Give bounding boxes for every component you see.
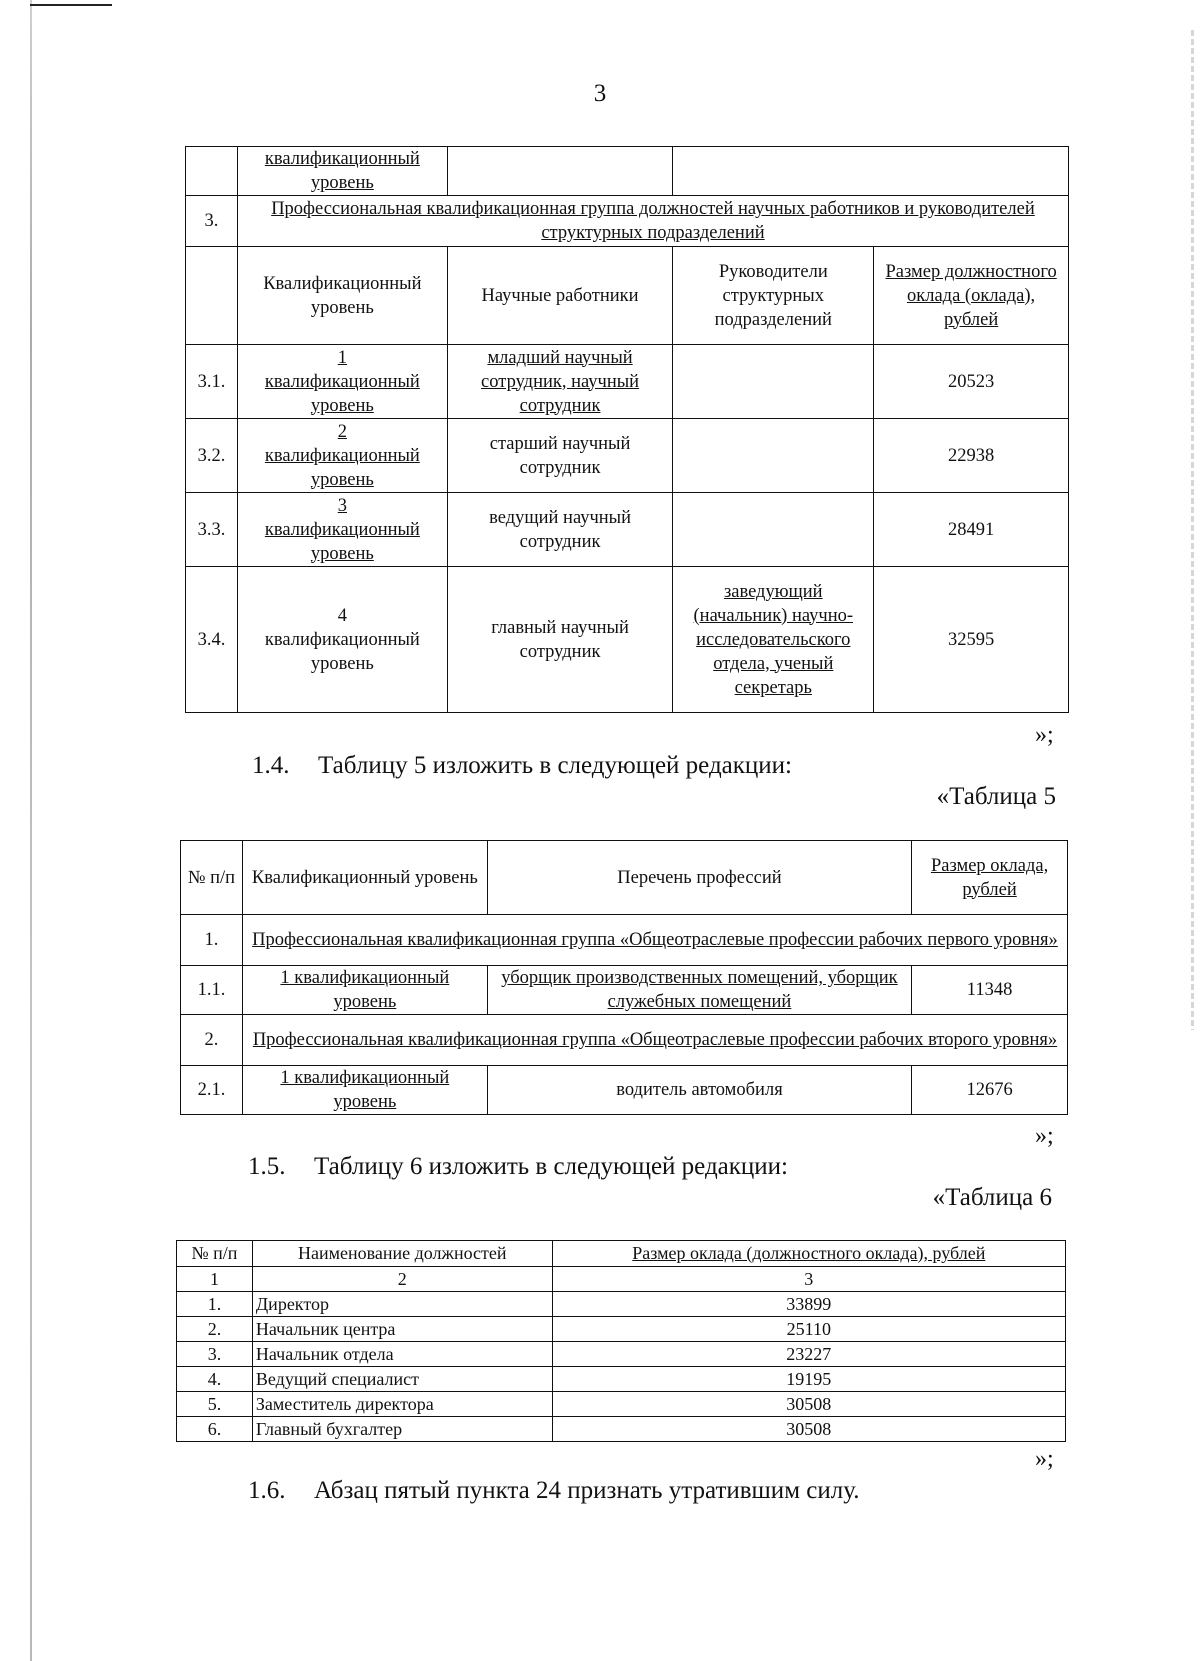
header-salary: Размер оклада, рублей (912, 841, 1068, 915)
group-row (181, 1015, 1068, 1066)
table-row (177, 1392, 1066, 1417)
cell-level: квалификационный уровень (237, 147, 447, 196)
cell-heads (673, 345, 874, 419)
cell-science: главный научный сотрудник (447, 567, 673, 713)
cell-name: Директор (252, 1292, 552, 1317)
cell-professions: уборщик производственных помещений, уборщик служебных помещений (487, 966, 911, 1015)
cell-salary: 28491 (874, 493, 1069, 567)
cell-professions: водитель автомобиля (487, 1066, 911, 1115)
cell-salary: 23227 (552, 1342, 1065, 1367)
cell-science: младший научный сотрудник, научный сотрудник (447, 345, 673, 419)
cell-heads: заведующий (начальник) научно-исследовательского отдела, ученый секретарь (673, 567, 874, 713)
row-number: 6. (177, 1417, 253, 1442)
item-number: 1.6. (248, 1477, 286, 1504)
item-text: Абзац пятый пункта 24 признать утратившим силу. (314, 1477, 860, 1504)
item-number: 1.4. (252, 752, 290, 779)
header-row (186, 247, 1069, 345)
table-row (181, 1066, 1068, 1115)
table-4-closing: »; (1035, 722, 1054, 748)
item-1-4 (252, 751, 792, 781)
index-cell: 1 (177, 1267, 253, 1292)
header-level: Квалификационный уровень (242, 841, 487, 915)
table-row (177, 1367, 1066, 1392)
table-4-continuation (185, 146, 1069, 713)
table-row (181, 966, 1068, 1015)
header-number: № п/п (177, 1241, 253, 1267)
index-row (177, 1267, 1066, 1292)
table-6-caption: «Таблица 6 (932, 1184, 1052, 1211)
table-row (186, 147, 1069, 196)
table-6-closing: »; (1035, 1446, 1054, 1472)
table-5-caption: «Таблица 5 (936, 783, 1056, 810)
cell-salary: 12676 (912, 1066, 1068, 1115)
row-number: 3.3. (186, 493, 238, 567)
cell-science: ведущий научный сотрудник (447, 493, 673, 567)
cell-level: 1 квалификационный уровень (242, 1066, 487, 1115)
row-number: 3.1. (186, 345, 238, 419)
scan-edge-top (30, 4, 112, 6)
table-5 (180, 840, 1068, 1115)
header-level: Квалификационный уровень (237, 247, 447, 345)
cell-salary: 32595 (874, 567, 1069, 713)
group-row (186, 196, 1069, 247)
row-number: 5. (177, 1392, 253, 1417)
row-number: 2. (177, 1317, 253, 1342)
item-1-5 (248, 1152, 788, 1182)
cell-name: Ведущий специалист (252, 1367, 552, 1392)
cell-heads (673, 419, 874, 493)
header-name: Наименование должностей (252, 1241, 552, 1267)
item-text: Таблицу 6 изложить в следующей редакции: (314, 1153, 788, 1180)
index-cell: 2 (252, 1267, 552, 1292)
cell-name: Главный бухгалтер (252, 1417, 552, 1442)
index-cell: 3 (552, 1267, 1065, 1292)
page-number: 3 (593, 80, 607, 107)
item-1-6 (248, 1476, 859, 1506)
item-text: Таблицу 5 изложить в следующей редакции: (318, 752, 792, 779)
header-professions: Перечень профессий (487, 841, 911, 915)
cell-salary: 25110 (552, 1317, 1065, 1342)
table-row (177, 1292, 1066, 1317)
table-row (177, 1417, 1066, 1442)
cell-level: 2 квалификационный уровень (237, 419, 447, 493)
group-title: Профессиональная квалификационная группа «Общеотраслевые профессии рабочих первого уровня» (242, 915, 1067, 966)
row-number: 2.1. (181, 1066, 243, 1115)
table-row (186, 493, 1069, 567)
header-salary: Размер должностного оклада (оклада), рублей (874, 247, 1069, 345)
table-row (186, 419, 1069, 493)
item-number: 1.5. (248, 1153, 286, 1180)
group-row (181, 915, 1068, 966)
row-number: 1.1. (181, 966, 243, 1015)
table-row (177, 1317, 1066, 1342)
row-number: 1. (181, 915, 243, 966)
cell-name: Заместитель директора (252, 1392, 552, 1417)
group-title: Профессиональная квалификационная группа «Общеотраслевые профессии рабочих второго уровня» (242, 1015, 1067, 1066)
cell-salary: 11348 (912, 966, 1068, 1015)
header-science: Научные работники (447, 247, 673, 345)
cell-name: Начальник центра (252, 1317, 552, 1342)
group-number: 3. (186, 196, 238, 247)
table-row (177, 1342, 1066, 1367)
scan-edge-left (30, 0, 32, 1661)
table-6 (176, 1240, 1066, 1442)
table-row (186, 345, 1069, 419)
cell-salary: 30508 (552, 1392, 1065, 1417)
cell-level: 3 квалификационный уровень (237, 493, 447, 567)
cell-level: 4 квалификационный уровень (237, 567, 447, 713)
scan-edge-right (1191, 30, 1194, 1030)
header-row (177, 1241, 1066, 1267)
row-number: 3. (177, 1342, 253, 1367)
row-number: 2. (181, 1015, 243, 1066)
cell-name: Начальник отдела (252, 1342, 552, 1367)
row-number: 3.2. (186, 419, 238, 493)
header-row (181, 841, 1068, 915)
row-number: 3.4. (186, 567, 238, 713)
table-row (186, 567, 1069, 713)
cell-heads (673, 493, 874, 567)
cell-salary: 22938 (874, 419, 1069, 493)
cell-science: старший научный сотрудник (447, 419, 673, 493)
group-title: Профессиональная квалификационная группа должностей научных работников и руководителей структурных подразделений (237, 196, 1068, 247)
header-number: № п/п (181, 841, 243, 915)
cell-salary: 20523 (874, 345, 1069, 419)
header-salary: Размер оклада (должностного оклада), рублей (552, 1241, 1065, 1267)
cell-level: 1 квалификационный уровень (237, 345, 447, 419)
row-number: 4. (177, 1367, 253, 1392)
table-5-closing: »; (1035, 1123, 1054, 1149)
cell-salary: 19195 (552, 1367, 1065, 1392)
header-heads: Руководители структурных подразделений (673, 247, 874, 345)
row-number: 1. (177, 1292, 253, 1317)
cell-salary: 33899 (552, 1292, 1065, 1317)
cell-level: 1 квалификационный уровень (242, 966, 487, 1015)
cell-salary: 30508 (552, 1417, 1065, 1442)
